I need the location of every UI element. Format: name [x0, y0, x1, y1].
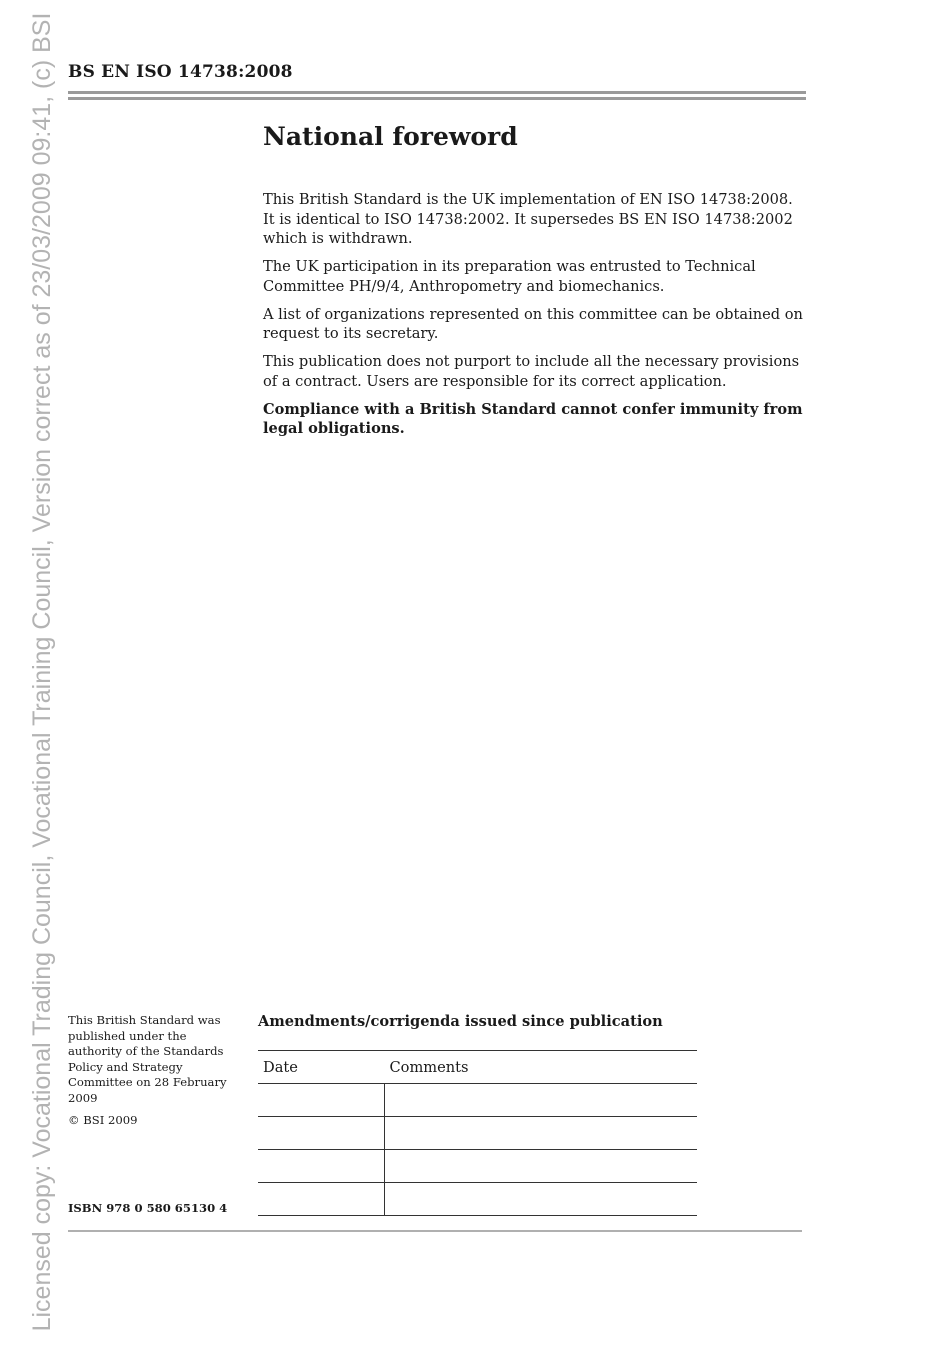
- table-row: [258, 1084, 697, 1117]
- column-header-comments: Comments: [385, 1051, 698, 1084]
- column-header-date: Date: [258, 1051, 385, 1084]
- foreword-paragraph: A list of organizations represented on this committee can be obtained on request to its secretary.: [263, 305, 803, 342]
- date-cell: [258, 1084, 385, 1117]
- comments-cell: [385, 1183, 698, 1216]
- publication-note: This British Standard was published under the authority of the Standards Policy and Strategy Committee on 28 February 2009: [68, 1013, 227, 1105]
- compliance-statement: Compliance with a British Standard cannot confer immunity from legal obligations.: [263, 400, 803, 437]
- comments-cell: [385, 1150, 698, 1183]
- table-header-row: [258, 1051, 697, 1084]
- table-row: [258, 1183, 697, 1216]
- amendments-table: [258, 1050, 697, 1216]
- foreword-body: [263, 190, 808, 447]
- date-cell: [258, 1183, 385, 1216]
- amendments-heading: Amendments/corrigenda issued since publication: [258, 1013, 663, 1030]
- comments-cell: [385, 1117, 698, 1150]
- page-title: National foreword: [263, 122, 518, 151]
- foreword-paragraph: This publication does not purport to include all the necessary provisions of a contract. Users are responsible for its correct application.: [263, 353, 800, 390]
- header-rule-top: [68, 91, 806, 94]
- comments-cell: [385, 1084, 698, 1117]
- table-row: [258, 1150, 697, 1183]
- foreword-paragraph: This British Standard is the UK implementation of EN ISO 14738:2008. It is identical to ISO 14738:2002. It supersedes BS EN ISO 14738:2002 which is withdrawn.: [263, 191, 793, 247]
- table-row: [258, 1117, 697, 1150]
- foreword-paragraph: The UK participation in its preparation was entrusted to Technical Committee PH/9/4, Anthropometry and biomechanics.: [263, 258, 756, 295]
- isbn: ISBN 978 0 580 65130 4: [68, 1201, 228, 1215]
- footer-rule: [68, 1230, 802, 1232]
- copyright-notice: © BSI 2009: [68, 1113, 138, 1127]
- header-rule-bottom: [68, 97, 806, 100]
- license-watermark: Licensed copy: Vocational Trading Council, Vocational Training Council, Version correct as of 23/03/2009 09:41, (c) BSI: [28, 12, 56, 1332]
- date-cell: [258, 1150, 385, 1183]
- date-cell: [258, 1117, 385, 1150]
- document-code: BS EN ISO 14738:2008: [68, 62, 293, 82]
